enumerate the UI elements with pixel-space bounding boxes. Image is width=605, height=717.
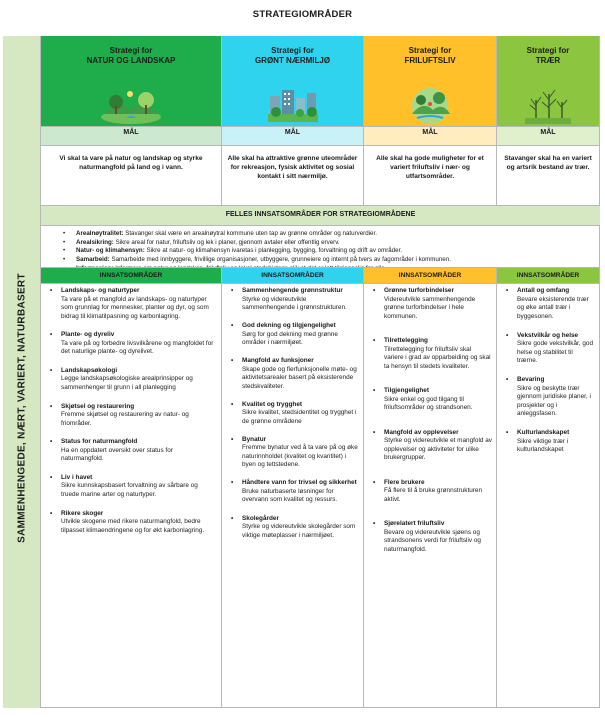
item-desc: Ta vare på og forbedre livsvilkårene og mangfoldet for det naturlige plante- og dyrelivet. (61, 339, 214, 356)
item-title: • Mangfold av funksjoner (242, 357, 314, 365)
header-gront-line2: GRØNT NÆRMILJØ (254, 56, 331, 65)
item-desc: Ha en oppdatert oversikt over status for naturmangfold. (61, 446, 173, 463)
list-item (242, 479, 359, 505)
item-desc: Utvikle skogene med rikere naturmangfold, bedre tilpasset klimaendringene og for økt karbonlagring. (61, 518, 205, 534)
list-item (384, 479, 492, 505)
item-title: • Kvalitet og trygghet (242, 400, 303, 408)
felles-item-desc: Stavanger skal være en arealnøytral kommune uten tap av grønne områder og naturverdier. (125, 230, 377, 237)
felles-item-title: Arealsikring: (76, 238, 114, 246)
list-item (517, 287, 595, 321)
item-title: • Landskapsøkologi (61, 366, 118, 374)
list-item (76, 239, 600, 248)
list-item (242, 322, 359, 348)
item-title: • Plante- og dyreliv (61, 331, 115, 339)
felles-item-desc: Samarbeide med innbyggere, frivillige organisasjoner, utbyggere, grunneiere og internt på tvers av fagområder i kommunen. (111, 256, 451, 264)
list-item (384, 520, 492, 554)
list-item (61, 403, 217, 429)
list-item (61, 331, 217, 357)
header-gront-line1: Strategi for (271, 46, 314, 55)
felles-item-title: Samarbeid: (76, 256, 110, 264)
item-title: • Håndtere vann for trivsel og sikkerhet (242, 479, 357, 487)
header-frilufts-line1: Strategi for (408, 46, 452, 55)
list-item (61, 367, 217, 393)
item-desc: Bruke naturbaserte løsninger for overvann som kvalitet og ressurs. (242, 487, 338, 504)
felles-item-title: Arealnøytralitet: (76, 230, 124, 237)
item-title: • Skjøtsel og restaurering (61, 402, 135, 410)
goal-gront: Alle skal ha attraktive grønne uteområder for rekreasjon, fysisk aktivitet og sosial kontakt i sitt nærmiljø. (222, 145, 364, 205)
side-label: SAMMENHENGEDE, NÆRT, VARIERT, NATURBASERT (16, 273, 28, 543)
list-item (61, 287, 217, 321)
item-desc: Videreutvikle sammenhengende grønne turforbindelser i hele kommunen. (384, 295, 476, 320)
item-desc: Fremme bynatur ved å ta vare på og øke naturinnholdet (kvalitet og kvantitet) i byen og tettstedene. (242, 444, 358, 469)
goal-natur: Vi skal ta vare på natur og landskap og styrke naturmangfold på land og i vann. (41, 145, 222, 205)
header-traer-line2: TRÆR (535, 56, 561, 65)
list-item (384, 429, 492, 463)
header-natur-line2: NATUR OG LANDSKAP (86, 56, 176, 65)
list-item (76, 230, 600, 239)
item-desc: Styrke og videreutvikle sammenhengende i grønnstrukturen. (242, 295, 347, 311)
felles-item-desc: Sikre at natur- og klimahensyn ivaretas i planlegging, bygging, forvaltning og drift av områder. (146, 247, 403, 255)
side-band (3, 36, 41, 708)
item-desc: Sikre kunnskapsbasert forvaltning av sårbare og truede marine arter og naturtyper. (61, 482, 198, 498)
trees-illustration-icon (525, 84, 571, 124)
list-item (61, 510, 217, 536)
item-desc: Sørg for god dekning med grønne områder i nærmiljøet. (242, 330, 338, 347)
item-desc: Sikre viktige trær i kulturlandskapet (517, 437, 569, 453)
list-item (384, 337, 492, 371)
item-title: • Kulturlandskapet (517, 429, 570, 436)
list-item (384, 287, 492, 321)
mal-gront: MÅL (222, 126, 364, 145)
item-title: • Skolegårder (242, 514, 279, 522)
header-natur-line1: Strategi for (109, 46, 153, 55)
list-item (242, 287, 359, 313)
list-item (61, 438, 217, 464)
item-desc: Sikre og beskytte trær gjennom juridiske planer, i prosjekter og i anleggsfasen. (517, 384, 591, 417)
item-desc: Fremme skjøtsel og restaurering av natur- og friområder. (61, 411, 189, 427)
header-frilufts-line2: FRILUFTSLIV (404, 56, 456, 65)
list-item (242, 401, 359, 427)
item-title: • Rikere skoger (61, 509, 104, 517)
item-title: • Mangfold av opplevelser (384, 428, 459, 436)
header-gront (222, 36, 364, 126)
item-desc: Styrke og videreutvikle skolegårder som viktige møteplasser i nærmiljøet. (242, 523, 356, 539)
item-desc: Sikre kvalitet, stedsidentitet og trygghet i de grønne områdene (242, 409, 357, 425)
item-title: • Bevaring (517, 376, 545, 383)
innsats-list-gront (222, 283, 364, 708)
list-item (517, 429, 595, 455)
felles-item-desc: Sikre areal for natur, friluftsliv og lek i planer, gjennom avtaler eller offentlig erverv. (115, 238, 340, 246)
header-natur (41, 36, 222, 126)
list-item (61, 474, 217, 500)
item-desc: Bevare og videreutvikle sjøens og strandsonens verdi for friluftsliv og naturmangfold. (384, 528, 481, 553)
item-desc: Sikre gode vekstvilkår, god helse og stabilitet til trærne. (517, 340, 594, 364)
item-title: • Tilgjengelighet (384, 387, 429, 394)
item-desc: Skape gode og flerfunksjonelle møte- og aktivitetsarealer basert på eksisterende stedskvaliteter. (242, 365, 357, 390)
innsats-heading-frilufts: INNSATSOMRÅDER (364, 267, 497, 283)
mal-traer: MÅL (497, 126, 600, 145)
felles-item-title: Natur- og klimahensyn: (76, 247, 145, 255)
list-item (517, 376, 595, 419)
innsats-list-frilufts (364, 283, 497, 708)
list-item (242, 515, 359, 541)
goal-frilufts: Alle skal ha gode muligheter for et variert friluftsliv i nær- og utfartsområder. (364, 145, 497, 205)
item-desc: Sikre enkel og god tilgang til friluftsområder og strandsonen. (384, 395, 473, 411)
item-desc: Ta vare på et mangfold av landskaps- og naturtyper som grunnlag for mennesker, planter og dyr, og som bidrag til klimatilpasning og karbonlagring. (61, 295, 209, 320)
list-item (242, 357, 359, 391)
mal-frilufts: MÅL (364, 126, 497, 145)
mal-natur: MÅL (41, 126, 222, 145)
item-title: • Tilrettelegging (384, 337, 428, 344)
item-title: • Grønne turforbindelser (384, 287, 454, 294)
page-title: STRATEGIOMRÅDER (252, 9, 353, 20)
landscape-illustration-icon (100, 84, 162, 124)
header-traer (497, 36, 600, 126)
felles-heading: FELLES INNSATSOMRÅDER FOR STRATEGIOMRÅDENE (41, 205, 600, 225)
innsats-heading-natur: INNSATSOMRÅDER (41, 267, 222, 283)
innsats-heading-gront: INNSATSOMRÅDER (222, 267, 364, 283)
item-title: • Sjørelatert friluftsliv (384, 520, 445, 527)
list-item (384, 387, 492, 413)
item-title: • Antall og omfang (517, 287, 570, 294)
item-title: • Vekstvilkår og helse (517, 331, 579, 339)
item-desc: Tilrettelegging for friluftsliv skal variere i grad av opparbeiding og skal ta hensyn til stedets kvaliteter. (384, 345, 491, 370)
item-title: • Liv i havet (61, 473, 93, 481)
header-frilufts (364, 36, 497, 126)
innsats-list-natur (41, 283, 222, 708)
item-title: • Status for naturmangfold (61, 438, 138, 446)
item-title: • Bynatur (242, 435, 267, 443)
item-title: • Flere brukere (384, 478, 425, 486)
list-item (517, 332, 595, 366)
item-title: • Landskaps- og naturtyper (61, 287, 140, 294)
header-traer-line1: Strategi for (526, 46, 570, 55)
list-item (242, 436, 359, 470)
item-desc: Legge landskapsøkologiske arealprinsipper og sammenhenger til grunn i all planlegging (61, 375, 193, 391)
item-desc: Styrke og videreutvikle et mangfold av opplevelser og aktiviteter for ulike brukergrupper. (384, 437, 492, 461)
item-desc: Få flere til å bruke grønnstrukturen aktivt. (384, 487, 483, 503)
item-title: • God dekning og tilgjengelighet (242, 322, 336, 330)
innsats-heading-traer: INNSATSOMRÅDER (497, 267, 600, 283)
list-item (76, 247, 600, 256)
list-item (76, 256, 600, 265)
outdoor-life-illustration-icon (403, 84, 457, 124)
item-desc: Bevare eksisterende trær og øke antall trær i byggesonen. (517, 295, 589, 320)
felles-list (41, 225, 600, 267)
goal-traer: Stavanger skal ha en variert og artsrik bestand av trær. (497, 145, 600, 205)
item-title: • Sammenhengende grønnstruktur (242, 287, 343, 294)
innsats-list-traer (497, 283, 600, 708)
city-park-illustration-icon (266, 84, 320, 124)
